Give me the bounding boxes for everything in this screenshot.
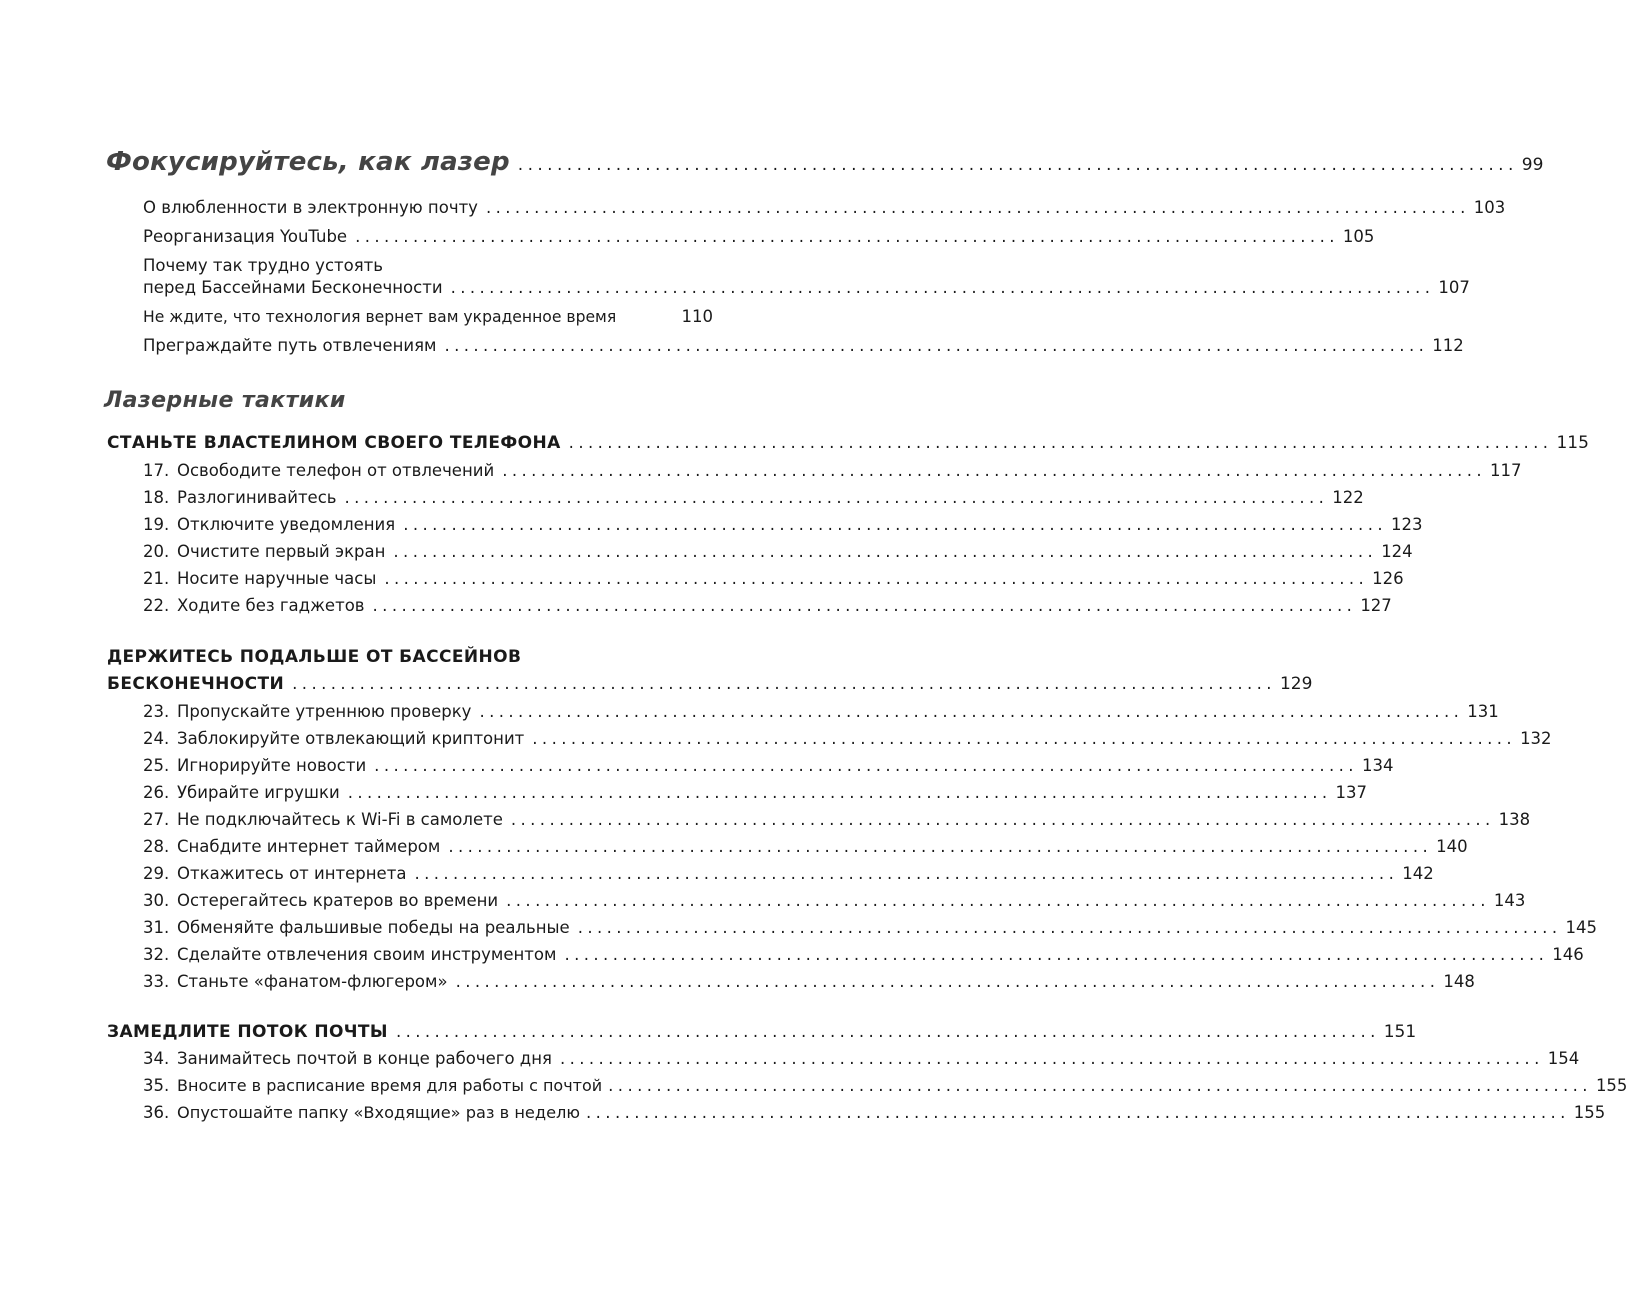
toc-entry[interactable]: [143, 336, 1464, 355]
leader-dots: ......................................................................................................: [586, 1103, 1570, 1122]
leader-dots: ......................................................................................................: [393, 542, 1378, 561]
tactic-title: Снабдите интернет таймером: [177, 837, 441, 856]
tactic-number: 26.: [143, 783, 170, 802]
tactic-page-number: 154: [1547, 1049, 1580, 1068]
tactic-title: Сделайте отвлечения своим инструментом: [177, 945, 557, 964]
entry-title-line1: Почему так трудно устоять: [143, 256, 383, 275]
tactic-entry[interactable]: [143, 515, 1423, 534]
leader-dots: ......................................................................................................: [355, 227, 1339, 246]
leader-dots: ......................................................................................................: [506, 891, 1490, 910]
tactic-title: Не подключайтесь к Wi-Fi в самолете: [177, 810, 503, 829]
leader-dots: ......................................................................................................: [559, 1049, 1544, 1068]
tactic-page-number: 142: [1402, 864, 1434, 883]
tactic-page-number: 132: [1520, 729, 1552, 748]
tactic-page-number: 146: [1552, 945, 1584, 964]
chapter-page-number: 99: [1521, 155, 1544, 175]
tactic-title: Убирайте игрушки: [177, 783, 340, 802]
tactic-number: 35.: [143, 1076, 170, 1095]
tactic-title: Разлогинивайтесь: [177, 488, 337, 507]
leader-dots: ......................................................................................................: [455, 972, 1440, 991]
tactic-number: 29.: [143, 864, 170, 883]
tactic-number: 34.: [143, 1049, 170, 1068]
entry-title: Не ждите, что технология вернет вам украденное время: [143, 308, 617, 326]
tactic-entry[interactable]: [143, 569, 1404, 588]
tactic-number: 22.: [143, 596, 170, 615]
entry-page-number: 110: [681, 307, 713, 326]
tactic-entry[interactable]: [143, 461, 1522, 480]
section-heading[interactable]: [107, 674, 1313, 694]
tactic-entry[interactable]: [143, 729, 1552, 748]
tactic-title: Опустошайте папку «Входящие» раз в неделю: [177, 1103, 581, 1122]
tactic-title: Игнорируйте новости: [177, 756, 367, 775]
entry-title-line2: перед Бассейнами Бесконечности: [143, 278, 443, 297]
tactic-number: 18.: [143, 488, 170, 507]
tactic-page-number: 155: [1573, 1103, 1606, 1122]
leader-dots: ......................................................................................................: [384, 569, 1369, 588]
section-page-number: 129: [1279, 674, 1313, 694]
tactic-title: Отключите уведомления: [177, 515, 396, 534]
tactic-number: 24.: [143, 729, 170, 748]
tactic-title: Очистите первый экран: [177, 542, 386, 561]
tactic-title: Откажитесь от интернета: [177, 864, 407, 883]
entry-title: О влюбленности в электронную почту: [143, 198, 478, 217]
part-heading: Лазерные тактики: [104, 388, 346, 413]
section-title-line2: БЕСКОНЕЧНОСТИ: [107, 674, 285, 694]
tactic-page-number: 117: [1489, 461, 1522, 480]
leader-dots: ......................................................................................................: [608, 1076, 1592, 1095]
entry-title: Реорганизация YouTube: [143, 227, 348, 246]
tactic-entry[interactable]: [143, 596, 1392, 615]
tactic-page-number: 126: [1372, 569, 1404, 588]
tactic-title: Остерегайтесь кратеров во времени: [177, 891, 499, 910]
section-title: ЗАМЕДЛИТЕ ПОТОК ПОЧТЫ: [107, 1022, 388, 1042]
tactic-page-number: 127: [1360, 596, 1392, 615]
tactic-title: Станьте «фанатом-флюгером»: [177, 972, 448, 991]
tactic-page-number: 140: [1436, 837, 1468, 856]
leader-dots: ......................................................................................................: [450, 278, 1435, 297]
tactic-entry[interactable]: [143, 488, 1364, 507]
chapter-title: Фокусируйтесь, как лазер: [106, 147, 510, 177]
tactic-entry[interactable]: [143, 1103, 1606, 1122]
leader-dots: ......................................................................................................: [347, 783, 1332, 802]
tactic-number: 28.: [143, 837, 170, 856]
tactic-page-number: 143: [1493, 891, 1526, 910]
tactic-number: 33.: [143, 972, 170, 991]
tactic-number: 25.: [143, 756, 170, 775]
section-heading[interactable]: [107, 1022, 1417, 1042]
leader-dots: ......................................................................................................: [532, 729, 1517, 748]
tactic-entry[interactable]: [143, 1049, 1580, 1068]
tactic-page-number: 122: [1332, 488, 1364, 507]
tactic-page-number: 137: [1335, 783, 1367, 802]
tactic-title: Занимайтесь почтой в конце рабочего дня: [177, 1049, 552, 1068]
tactic-entry[interactable]: [143, 837, 1468, 856]
leader-dots: ......................................................................................................: [395, 1022, 1380, 1041]
section-heading[interactable]: [107, 433, 1589, 453]
tactic-entry[interactable]: [143, 864, 1434, 883]
tactic-entry[interactable]: [143, 542, 1413, 561]
tactic-title: Освободите телефон от отвлечений: [177, 461, 495, 480]
leader-dots: ......................................................................................................: [403, 515, 1387, 534]
toc-entry[interactable]: [143, 278, 1470, 297]
section-page-number: 115: [1556, 433, 1589, 453]
tactic-number: 21.: [143, 569, 170, 588]
toc-entry[interactable]: [143, 307, 713, 326]
leader-dots: ......................................................................................................: [444, 336, 1429, 355]
chapter-heading[interactable]: [106, 147, 1544, 177]
leader-dots: ......................................................................................................: [344, 488, 1329, 507]
toc-entry-line1: [143, 256, 713, 275]
entry-page-number: 107: [1438, 278, 1470, 297]
entry-page-number: 103: [1473, 198, 1506, 217]
leader-dots: ......................................................................................................: [577, 918, 1562, 937]
tactic-entry[interactable]: [143, 972, 1475, 991]
entry-title: Преграждайте путь отвлечениям: [143, 336, 437, 355]
leader-dots: ......................................................................................................: [564, 945, 1549, 964]
tactic-page-number: 145: [1565, 918, 1597, 937]
toc-entry[interactable]: [143, 227, 1375, 246]
tactic-number: 36.: [143, 1103, 170, 1122]
entry-page-number: 105: [1342, 227, 1375, 246]
tactic-title: Пропускайте утреннюю проверку: [177, 702, 472, 721]
section-title-line1: ДЕРЖИТЕСЬ ПОДАЛЬШЕ ОТ БАССЕЙНОВ: [107, 647, 522, 667]
tactic-page-number: 138: [1498, 810, 1531, 829]
section-title: СТАНЬТЕ ВЛАСТЕЛИНОМ СВОЕГО ТЕЛЕФОНА: [107, 433, 561, 453]
leader-dots: ......................................................................................................: [568, 433, 1553, 452]
tactic-number: 30.: [143, 891, 170, 910]
tactic-entry[interactable]: [143, 702, 1499, 721]
leader-dots: ......................................................................................................: [502, 461, 1486, 480]
tactic-number: 32.: [143, 945, 170, 964]
tactic-page-number: 124: [1381, 542, 1413, 561]
tactic-entry[interactable]: [143, 783, 1367, 802]
leader-dots: ......................................................................................................: [479, 702, 1464, 721]
tactic-number: 20.: [143, 542, 170, 561]
leader-dots: ......................................................................................................: [374, 756, 1358, 775]
tactic-page-number: 134: [1361, 756, 1394, 775]
tactic-number: 27.: [143, 810, 170, 829]
tactic-entry[interactable]: [143, 945, 1584, 964]
tactic-page-number: 123: [1391, 515, 1423, 534]
leader-dots: ......................................................................................................: [510, 810, 1495, 829]
tactic-entry[interactable]: [143, 918, 1597, 937]
leader-dots: ......................................................................................................: [292, 674, 1276, 693]
tactic-title: Заблокируйте отвлекающий криптонит: [177, 729, 525, 748]
leader-dots: ......................................................................................................: [485, 198, 1470, 217]
tactic-title: Ходите без гаджетов: [177, 596, 365, 615]
section-page-number: 151: [1383, 1022, 1417, 1042]
tactic-page-number: 148: [1443, 972, 1475, 991]
tactic-number: 31.: [143, 918, 170, 937]
tactic-number: 23.: [143, 702, 170, 721]
leader-dots: ......................................................................................................: [517, 155, 1518, 175]
leader-dots: ......................................................................................................: [448, 837, 1433, 856]
leader-dots: ......................................................................................................: [414, 864, 1399, 883]
tactic-page-number: 131: [1467, 702, 1499, 721]
tactic-page-number: 155: [1595, 1076, 1627, 1095]
toc-entry[interactable]: [143, 198, 1506, 217]
tactic-entry[interactable]: [143, 1076, 1627, 1095]
tactic-title: Обменяйте фальшивые победы на реальные: [177, 918, 570, 937]
tactic-number: 17.: [143, 461, 170, 480]
tactic-entry[interactable]: [143, 891, 1526, 910]
tactic-title: Носите наручные часы: [177, 569, 377, 588]
tactic-number: 19.: [143, 515, 170, 534]
entry-page-number: 112: [1432, 336, 1464, 355]
tactic-entry[interactable]: [143, 810, 1531, 829]
leader-dots: ......................................................................................................: [372, 596, 1357, 615]
tactic-title: Вносите в расписание время для работы с почтой: [177, 1076, 603, 1095]
tactic-entry[interactable]: [143, 756, 1394, 775]
